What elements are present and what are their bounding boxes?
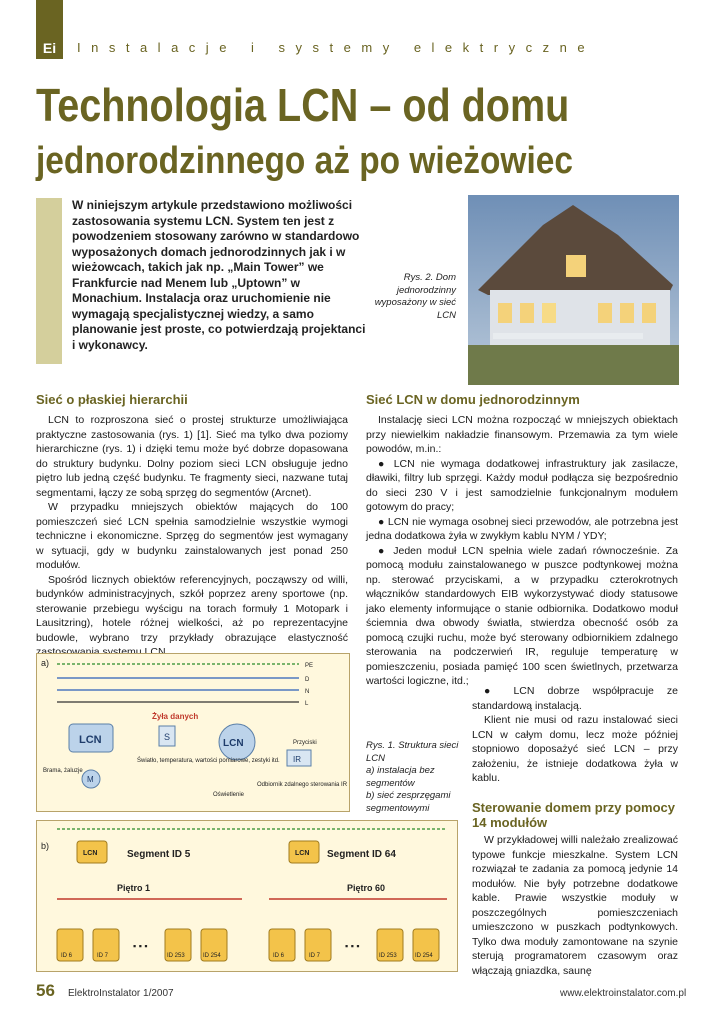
line-pe: PE xyxy=(305,663,314,669)
right-id-2: ID 7 xyxy=(309,953,321,959)
segment-2-label: Segment ID 64 xyxy=(327,849,396,860)
right-id-3: ID 253 xyxy=(379,953,397,959)
left-id-3: ID 253 xyxy=(167,953,185,959)
left-id-1: ID 6 xyxy=(61,953,73,959)
seg1-module: LCN xyxy=(83,850,98,857)
fig-a-tag: a) xyxy=(41,658,50,668)
section-badge: Ei xyxy=(36,37,63,59)
magazine-url[interactable]: www.elektroinstalator.com.pl xyxy=(560,988,687,999)
bullet-4: ● LCN dobrze współpracuje ze standardową instalacją. xyxy=(472,685,679,712)
sensor-text: Światło, temperatura, wartości pomiarowe, zestyki itd. xyxy=(137,758,280,764)
line-l: L xyxy=(305,701,309,707)
lead-accent-bar xyxy=(36,198,62,364)
right-body-top xyxy=(366,413,678,689)
magazine-issue: ElektroInstalator 1/2007 xyxy=(68,988,174,999)
line-d: D xyxy=(305,677,310,683)
right-paragraph-2: W przykładowej willi należało zrealizować typowe funkcje mieszkalne. System LCN rozwiązał te zadania za pomocą jedynie 14 modułów. Nie były potrzebne dodatkowe kable. Prawie wszystkie moduły w poszczególnych pomieszczeniach umieszczono w puszkach podtynkowych. Tylko dwa moduły zamontowane na szynie sterują programatorem czasowym oraz włączają gniazdka, saunę xyxy=(472,834,678,977)
right-id-1: ID 6 xyxy=(273,953,285,959)
fig-b-tag: b) xyxy=(41,841,50,851)
left-ellipsis: ▪ ▪ ▪ xyxy=(133,941,148,951)
seg2-module: LCN xyxy=(295,850,310,857)
data-wire-label: Żyła danych xyxy=(152,712,199,721)
lighting-label: Oświetlenie xyxy=(213,792,245,798)
figure-1a xyxy=(36,653,350,812)
article-title-line1: Technologia LCN – od domu xyxy=(36,79,570,131)
segment-1-label: Segment ID 5 xyxy=(127,849,191,860)
right-body-indented xyxy=(472,684,678,786)
left-id-2: ID 7 xyxy=(97,953,109,959)
sensor-s: S xyxy=(164,732,171,742)
section-title: Instalacje i systemy elektryczne xyxy=(77,40,596,55)
left-heading: Sieć o płaskiej hierarchii xyxy=(36,392,188,407)
right-id-4: ID 254 xyxy=(415,953,433,959)
ir-receiver-label: Odbiornik zdalnego sterowania IR xyxy=(257,782,348,788)
page-number: 56 xyxy=(36,981,55,1000)
motor-label: Brama, żaluzje xyxy=(43,768,83,774)
right-intro: Instalację sieci LCN można rozpocząć w mniejszych obiektach przy niewielkim nakładzie finansowym. Przemawia za tym wiele powodów, m.in.: xyxy=(366,414,678,455)
right-ellipsis: ▪ ▪ ▪ xyxy=(345,941,360,951)
figure-1b xyxy=(36,820,458,972)
motor-symbol: M xyxy=(87,775,94,784)
article-title-line2: jednorodzinnego aż po wieżowiec xyxy=(36,140,573,182)
left-body xyxy=(36,413,348,660)
ir-box: IR xyxy=(293,755,301,764)
bullet-1: ● LCN nie wymaga dodatkowej infrastruktury jak zasilacze, dławiki, filtry lub sprzęgi. Każdy moduł podłącza się bezpośrednio do sieci 230 V i jest samodzielnie funkcjonalnym modułem gotowym do pracy; xyxy=(366,457,679,513)
floor-60-label: Piętro 60 xyxy=(347,883,386,893)
right-heading: Sieć LCN w domu jednorodzinnym xyxy=(366,392,580,407)
left-paragraph-2: W przypadku mniejszych obiektów mających do 100 pomieszczeń sieć LCN spełnia samodzielnie wszystkie wymogi techniczne i ekonomiczne. Sprzęg do segmentów jest wymagany w sytuacji, gdy w budynku zainstalowanych jest ponad 250 modułów. xyxy=(36,501,348,571)
right-heading-2: Sterowanie domem przy pomocy 14 modułów xyxy=(472,800,675,830)
figure-1-caption: Rys. 1. Struktura sieci LCN a) instalacja bez segmentów b) sieć zesprzęgami segmentowymi xyxy=(366,740,459,814)
left-paragraph-3: Spośród licznych obiektów referencyjnych, począwszy od willi, budynków administracyjnych, szkół poprzez areny sportowe (np. sterowanie przebiegu wyścigu na torach formuły 1 Motopark i Lausitzring), hotele różnej wielkości, aż po reprezentacyjne budowle, wybrano trzy przykłady obrazujące elastyczność zastosowania systemu LCN. xyxy=(36,573,348,658)
lead-paragraph: W niniejszym artykule przedstawiono możliwości zastosowania systemu LCN. System ten jest z powodzeniem stosowany zarówno w standardowo wyposażonych domach jednorodzinnych jak i w wieżowcach, takich jak np. „Main Tower” we Frankfurcie nad Menem lub „Uptown” w Monachium. Instalacja oraz uruchomienie nie wymagają specjalistycznej wiedzy, a samo planowanie jest proste, co potwierdzają projektanci i wykonawcy. xyxy=(72,198,366,352)
right-closing: Klient nie musi od razu instalować sieci LCN w całym domu, lecz może później stopniowo doposażyć sieć LCN – przy założeniu, że istnieje dodatkowa żyła w kablu. xyxy=(472,714,678,784)
lcn-box-1: LCN xyxy=(79,734,102,746)
bullet-3-start: ● Jeden moduł LCN spełnia wiele zadań równocześnie. Za pomocą modułu zainstalowanego w puszce podtynkowej można np. sterować przyciskami, a w przypadku czterokrotnych włączników standardowych EIB wykorzystywać diody statusowe jako elementy informujące o stanie odbiornika. Dodatkowo moduł ściemnia dwa obwody światła, stwierdza obecność osób za pomocą czujki ruchu, może być sterowany odbiornikiem zdalnego sterowania na podczerwień IR, reguluje temperaturę w pomieszczeniu, posiada pamięć 100 scen świetlnych, przetwarza wartości logiczne, itd.; xyxy=(366,544,679,687)
right-body-bottom xyxy=(472,833,678,978)
house-photo xyxy=(468,195,679,385)
line-n: N xyxy=(305,689,310,695)
header-bar xyxy=(36,0,63,37)
lcn-box-2: LCN xyxy=(223,738,244,749)
photo-caption: Rys. 2. Dom jednorodzinny wyposażony w sieć LCN xyxy=(374,272,456,321)
left-id-4: ID 254 xyxy=(203,953,221,959)
left-paragraph-1: LCN to rozproszona sieć o prostej strukturze umożliwiająca praktyczne zastosowania (rys. 1) [1]. Sieć ma tylko dwa poziomy hierarchiczne (rys. 1) i dzięki temu może być dobrze dopasowana do struktury budynku. Dolny poziom sieci LCN obsługuje jedno piętro lub jedną część budynku. Te fragmenty sieci, nazwane tutaj segmentami, łączy ze sobą sprzęg do segmentów (Arcnet). xyxy=(36,414,348,499)
buttons-label: Przyciski xyxy=(293,740,317,746)
bullet-2: ● LCN nie wymaga osobnej sieci przewodów, ale potrzebna jest jedna dodatkowa żyła w zwykłym kablu NYM / YDY; xyxy=(366,515,678,542)
floor-1-label: Piętro 1 xyxy=(117,883,151,893)
